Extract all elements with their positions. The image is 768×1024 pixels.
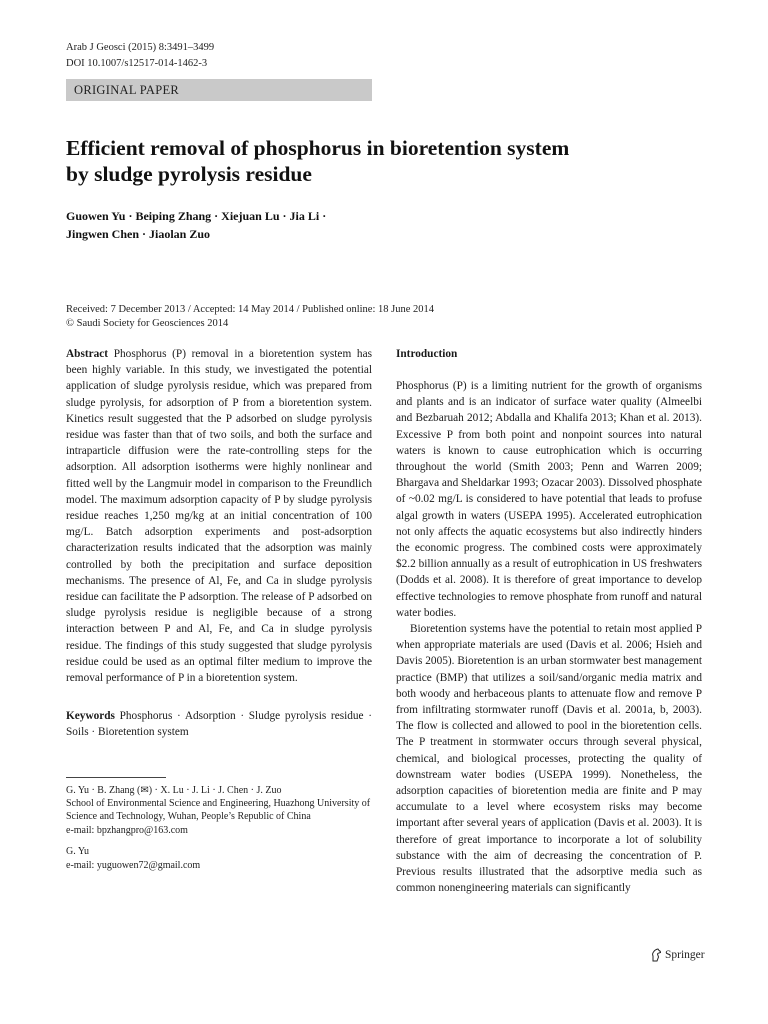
affiliation-authors: G. Yu · B. Zhang (✉) · X. Lu · J. Li · J. Chen · J. Zuo xyxy=(66,784,282,796)
authors-line-1: Guowen Yu · Beiping Zhang · Xiejuan Lu · Jia Li · xyxy=(66,209,327,223)
footnote-divider xyxy=(66,777,166,778)
paper-title xyxy=(66,135,666,187)
journal-doi[interactable]: DOI 10.1007/s12517-014-1462-3 xyxy=(66,58,208,69)
abstract xyxy=(66,346,372,686)
affiliation-email-1[interactable]: e-mail: bpzhangpro@163.com xyxy=(66,824,188,836)
left-column xyxy=(66,346,372,872)
right-column xyxy=(396,346,702,897)
abstract-text: Phosphorus (P) removal in a bioretention system has been highly variable. In this study, we investigated the potential application of sludge pyrolysis residue, which was prepared from sludge pyrolysis, for adsorption of P from a bioretention system. Kinetics result suggested that the P adsorbed on sludge pyrolysis residue was faster than that of two soils, and both the surface and intraparticle diffusion were the rate-controlling steps for the adsorption. All adsorption isotherms were highly nonlinear and fitted well by the Langmuir model in comparison to the Freundlich model. The maximum adsorption capacity of P by sludge pyrolysis residue reaches 1,250 mg/kg at an initial concentration of 100 mg/L. Batch adsorption experiments and post-adsorption characterization results indicated that the adsorption was mainly controlled by both the precipitation and surface deposition mechanisms. The presence of Al, Fe, and Ca in sludge pyrolysis residue can facilitate the P adsorption. The release of P adsorbed on sludge pyrolysis residue is negligible because of a strong interaction between P and Al, Fe, and Ca in sludge pyrolysis residue. The findings of this study suggested that sludge pyrolysis residue could be used as an optimal filter medium to improve the removal performance of P in a bioretention system. xyxy=(66,348,372,685)
affiliation-block xyxy=(66,784,372,872)
article-type-badge: ORIGINAL PAPER xyxy=(66,79,372,101)
keywords xyxy=(66,708,372,740)
publication-dates xyxy=(66,303,434,331)
abstract-label: Abstract xyxy=(66,348,109,360)
publisher-name: Springer xyxy=(665,949,705,961)
affiliation-institution: School of Environmental Science and Engineering, Huazhong University of Science and Technology, Wuhan, People’s Republic of China xyxy=(66,798,371,823)
copyright-line: © Saudi Society for Geosciences 2014 xyxy=(66,318,229,329)
journal-info xyxy=(66,40,214,72)
affiliation-email-2[interactable]: e-mail: yuguowen72@gmail.com xyxy=(66,859,201,871)
introduction-paragraph-1: Phosphorus (P) is a limiting nutrient for the growth of organisms and plants and is an indicator of surface water quality (Almeelbi and Bezbaruah 2012; Abdalla and Khalifa 2013; Khan et al. 2013). Excessive P from both point and nonpoint sources into natural waters is known to cause eutrophication which is occurring throughout the world (Smith 2003; Penn and Warren 2009; Bhargava and Sheldarkar 1993; Ozacar 2003). Dissolved phosphate of ~0.02 mg/L is considered to have potential that leads to profuse algal growth in waters (USEPA 1995). Accelerated eutrophication not only affects the aquatic ecosystems but also indirectly hinders the economic progress. The combined costs were approximately $2.2 billion annually as a result of eutrophication in US freshwaters (Dodds et al. 2008). It is therefore of great importance to develop effective technologies to remove phosphate from runoff and natural water bodies. xyxy=(396,380,702,619)
introduction-heading: Introduction xyxy=(396,348,458,360)
title-line-1: Efficient removal of phosphorus in bioretention system xyxy=(66,136,570,160)
introduction-paragraph-2: Bioretention systems have the potential to retain most applied P when appropriate materials are used (Davis et al. 2006; Hsieh and Davis 2005). Bioretention is an urban stormwater best management practice (BMP) that utilizes a soil/sand/organic media matrix and both woody and herbaceous plants to attenuate flow and remove P from infiltrating stormwater runoff (Davis et al. 2001a, b, 2003). The flow is collected and allowed to pool in the bioretention cells. The P treatment in stormwater occurs through several physical, chemical, and biological processes, protecting the quality of downstream water bodies (USEPA 1999). Nonetheless, the adsorption capacities of bioretention media are finite and P may accumulate to a level where ecosystem risks may become important after several years of application (Davis et al. 2003). It is therefore of great importance to incorporate a lot of solubility substance with the aim of decreasing the concentration of P. Previous results illustrated that the adsorptive media such as common nonengineering materials can significantly xyxy=(396,623,702,895)
keywords-text: Phosphorus · Adsorption · Sludge pyrolysis residue · Soils · Bioretention system xyxy=(66,710,372,739)
authors-line-2: Jingwen Chen · Jiaolan Zuo xyxy=(66,227,211,241)
journal-citation: Arab J Geosci (2015) 8:3491–3499 xyxy=(66,42,215,53)
received-line: Received: 7 December 2013 / Accepted: 14 May 2014 / Published online: 18 June 2014 xyxy=(66,304,435,315)
publisher-logo xyxy=(650,947,705,963)
affiliation-name-2: G. Yu xyxy=(66,846,89,858)
springer-horse-icon xyxy=(650,948,662,962)
title-line-2: by sludge pyrolysis residue xyxy=(66,162,312,186)
keywords-label: Keywords xyxy=(66,710,115,723)
author-list xyxy=(66,207,566,243)
